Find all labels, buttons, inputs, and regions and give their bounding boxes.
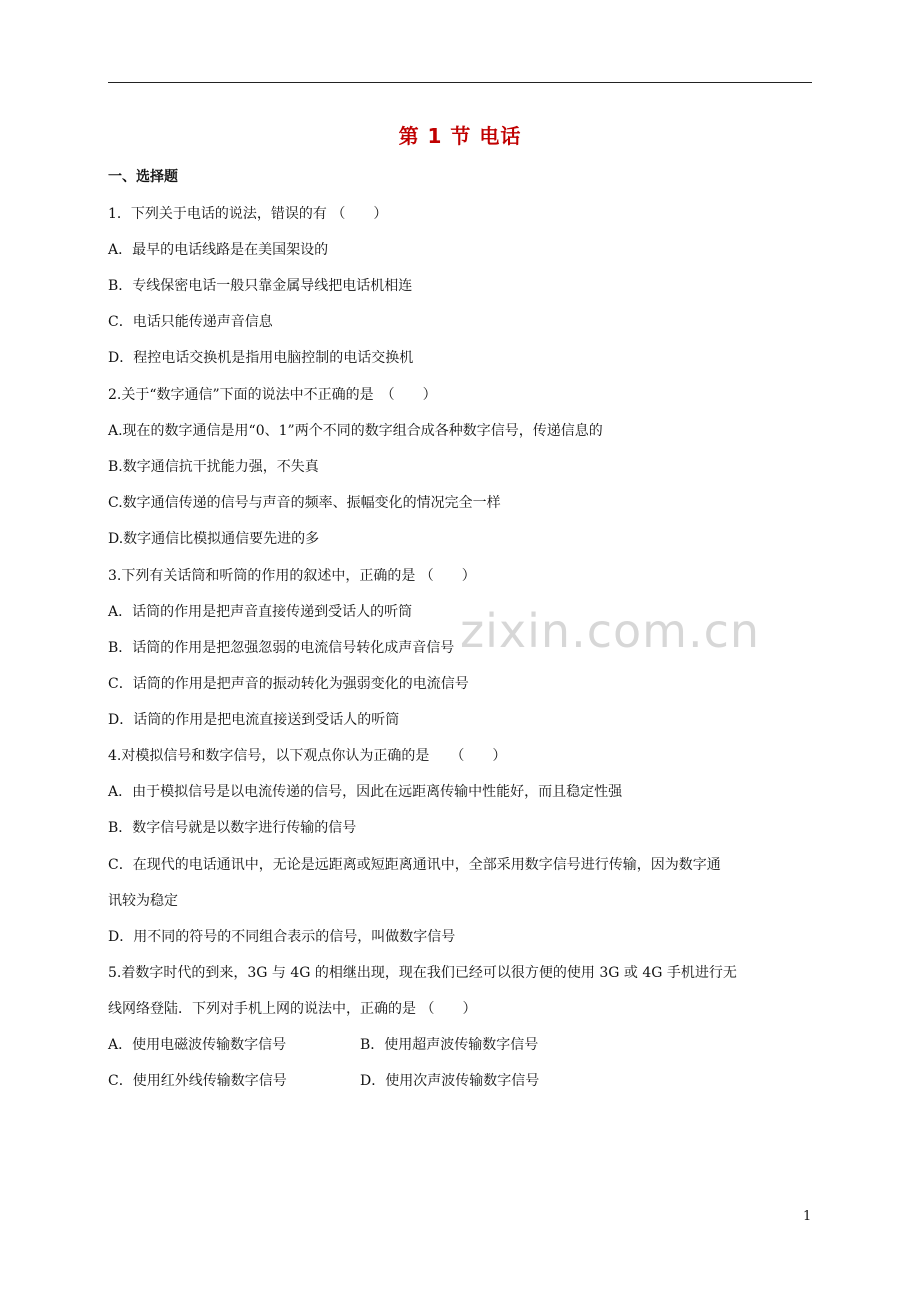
option-5b: B．使用超声波传输数字信号 [360,1037,539,1053]
option-3c: C．话筒的作用是把声音的振动转化为强弱变化的电流信号 [108,676,469,692]
option-3b: B．话筒的作用是把忽强忽弱的电流信号转化成声音信号 [108,640,455,656]
option-4a: A．由于模拟信号是以电流传递的信号，因此在远距离传输中性能好，而且稳定性强 [108,784,623,800]
option-3d: D．话筒的作用是把电流直接送到受话人的听筒 [108,712,400,728]
question-1: 1．下列关于电话的说法，错误的有 （ ） [108,206,388,222]
option-4c-line2: 讯较为稳定 [108,893,178,909]
question-4: 4.对模拟信号和数字信号，以下观点你认为正确的是 （ ） [108,748,507,764]
question-5-line2: 线网络登陆．下列对手机上网的说法中，正确的是 （ ） [108,1001,477,1017]
option-1c: C．电话只能传递声音信息 [108,314,273,330]
question-2: 2.关于“数字通信”下面的说法中不正确的是 （ ） [108,387,437,403]
option-2c: C.数字通信传递的信号与声音的频率、振幅变化的情况完全一样 [108,495,501,511]
option-2d: D.数字通信比模拟通信要先进的多 [108,531,320,547]
option-3a: A．话筒的作用是把声音直接传递到受话人的听筒 [108,604,413,620]
option-2b: B.数字通信抗干扰能力强，不失真 [108,459,319,475]
option-1d: D．程控电话交换机是指用电脑控制的电话交换机 [108,350,414,366]
question-3: 3.下列有关话筒和听筒的作用的叙述中，正确的是 （ ） [108,568,476,584]
option-1b: B．专线保密电话一般只靠金属导线把电话机相连 [108,278,413,294]
page-number: 1 [803,1209,812,1224]
option-2a: A.现在的数字通信是用“0、1”两个不同的数字组合成各种数字信号，传递信息的 [108,423,603,439]
option-5a: A．使用电磁波传输数字信号 [108,1037,287,1053]
option-5c: C．使用红外线传输数字信号 [108,1073,287,1089]
question-5-line1: 5.着数字时代的到来，3G 与 4G 的相继出现，现在我们已经可以很方便的使用 3G 或 4G 手机进行无 [108,965,737,981]
option-5d: D．使用次声波传输数字信号 [360,1073,540,1089]
option-4b: B．数字信号就是以数字进行传输的信号 [108,820,357,836]
header-rule [108,82,812,83]
section-heading: 一、选择题 [108,169,178,185]
option-4d: D．用不同的符号的不同组合表示的信号，叫做数字信号 [108,929,456,945]
option-1a: A．最早的电话线路是在美国架设的 [108,242,329,258]
option-4c-line1: C．在现代的电话通讯中，无论是远距离或短距离通讯中，全部采用数字信号进行传输，因为数字通 [108,857,721,873]
page-title: 第 1 节 电话 [398,124,522,148]
watermark-text: zixin.com.cn [460,604,761,658]
